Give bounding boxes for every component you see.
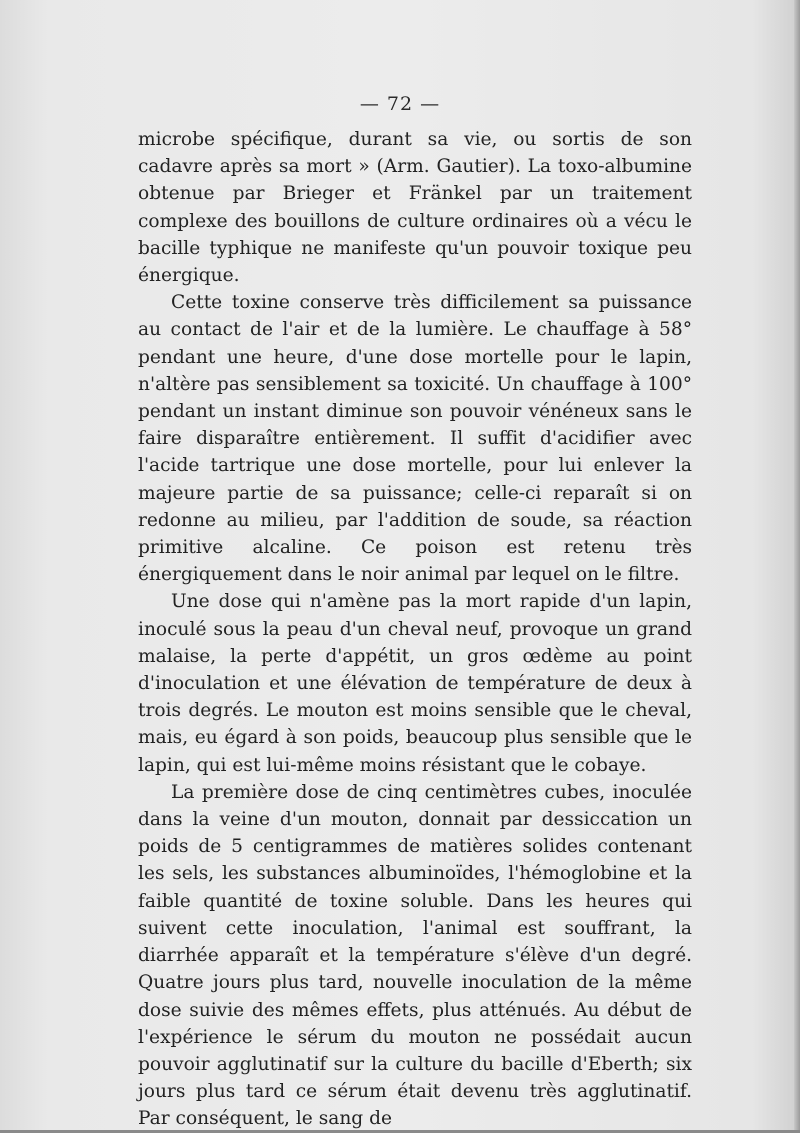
paragraph-toxin-stability: Cette toxine conserve très difficilement sa puissance au contact de l'air et de la lumière. Le chauffage à 58° pendant une heure, d'une dose mortelle pour le lapin, n'altère pas sensiblement sa toxicité. Un chauffage à 100° pendant un instant diminue son pouvoir vénéneux sans le faire disparaître entièrement. Il suffit d'acidifier avec l'acide tartrique une dose mortelle, pour lui enlever la majeure partie de sa puissance; celle-ci reparaît si on redonne au milieu, par l'addition de soude, sa réaction primitive alcaline. Ce poison est retenu très énergiquement dans le noir animal par lequel on le filtre.	[138, 292, 692, 586]
paragraph-first-dose: La première dose de cinq centimètres cubes, inoculée dans la veine d'un mouton, donnait par dessiccation un poids de 5 centigrammes de matières solides contenant les sels, les substances albuminoïdes, l'hémoglobine et la faible quantité de toxine soluble. Dans les heures qui suivent cette inoculation, l'animal est souffrant, la diarrhée apparaît et la température s'élève d'un degré. Quatre jours plus tard, nouvelle inoculation de la même dose suivie des mêmes effets, plus atténués. Au début de l'expérience le sérum du mouton ne possédait aucun pouvoir agglutinatif sur la culture du bacille d'Eberth; six jours plus tard ce sérum était devenu très agglutinatif. Par conséquent, le sang de	[138, 781, 692, 1130]
page-number: — 72 —	[359, 93, 441, 115]
paragraph-continuation: microbe spécifique, durant sa vie, ou sortis de son cadavre après sa mort » (Arm. Gautier). La toxo-albumine obtenue par Brieger et Fränkel par un traitement complexe des bouillons de culture ordinaires où a vécu le bacille typhique ne manifeste qu'un pouvoir toxique peu énergique.	[138, 129, 692, 287]
paragraph-sensitivity: Une dose qui n'amène pas la mort rapide d'un lapin, inoculé sous la peau d'un cheval neuf, provoque un grand malaise, la perte d'appétit, un gros œdème au point d'inoculation et une élévation de température de deux à trois degrés. Le mouton est moins sensible que le cheval, mais, eu égard à son poids, beaucoup plus sensible que le lapin, qui est lui-même moins résistant que le cobaye.	[138, 591, 692, 776]
page-edge-shadow	[794, 0, 800, 1130]
body-text	[138, 126, 692, 1133]
